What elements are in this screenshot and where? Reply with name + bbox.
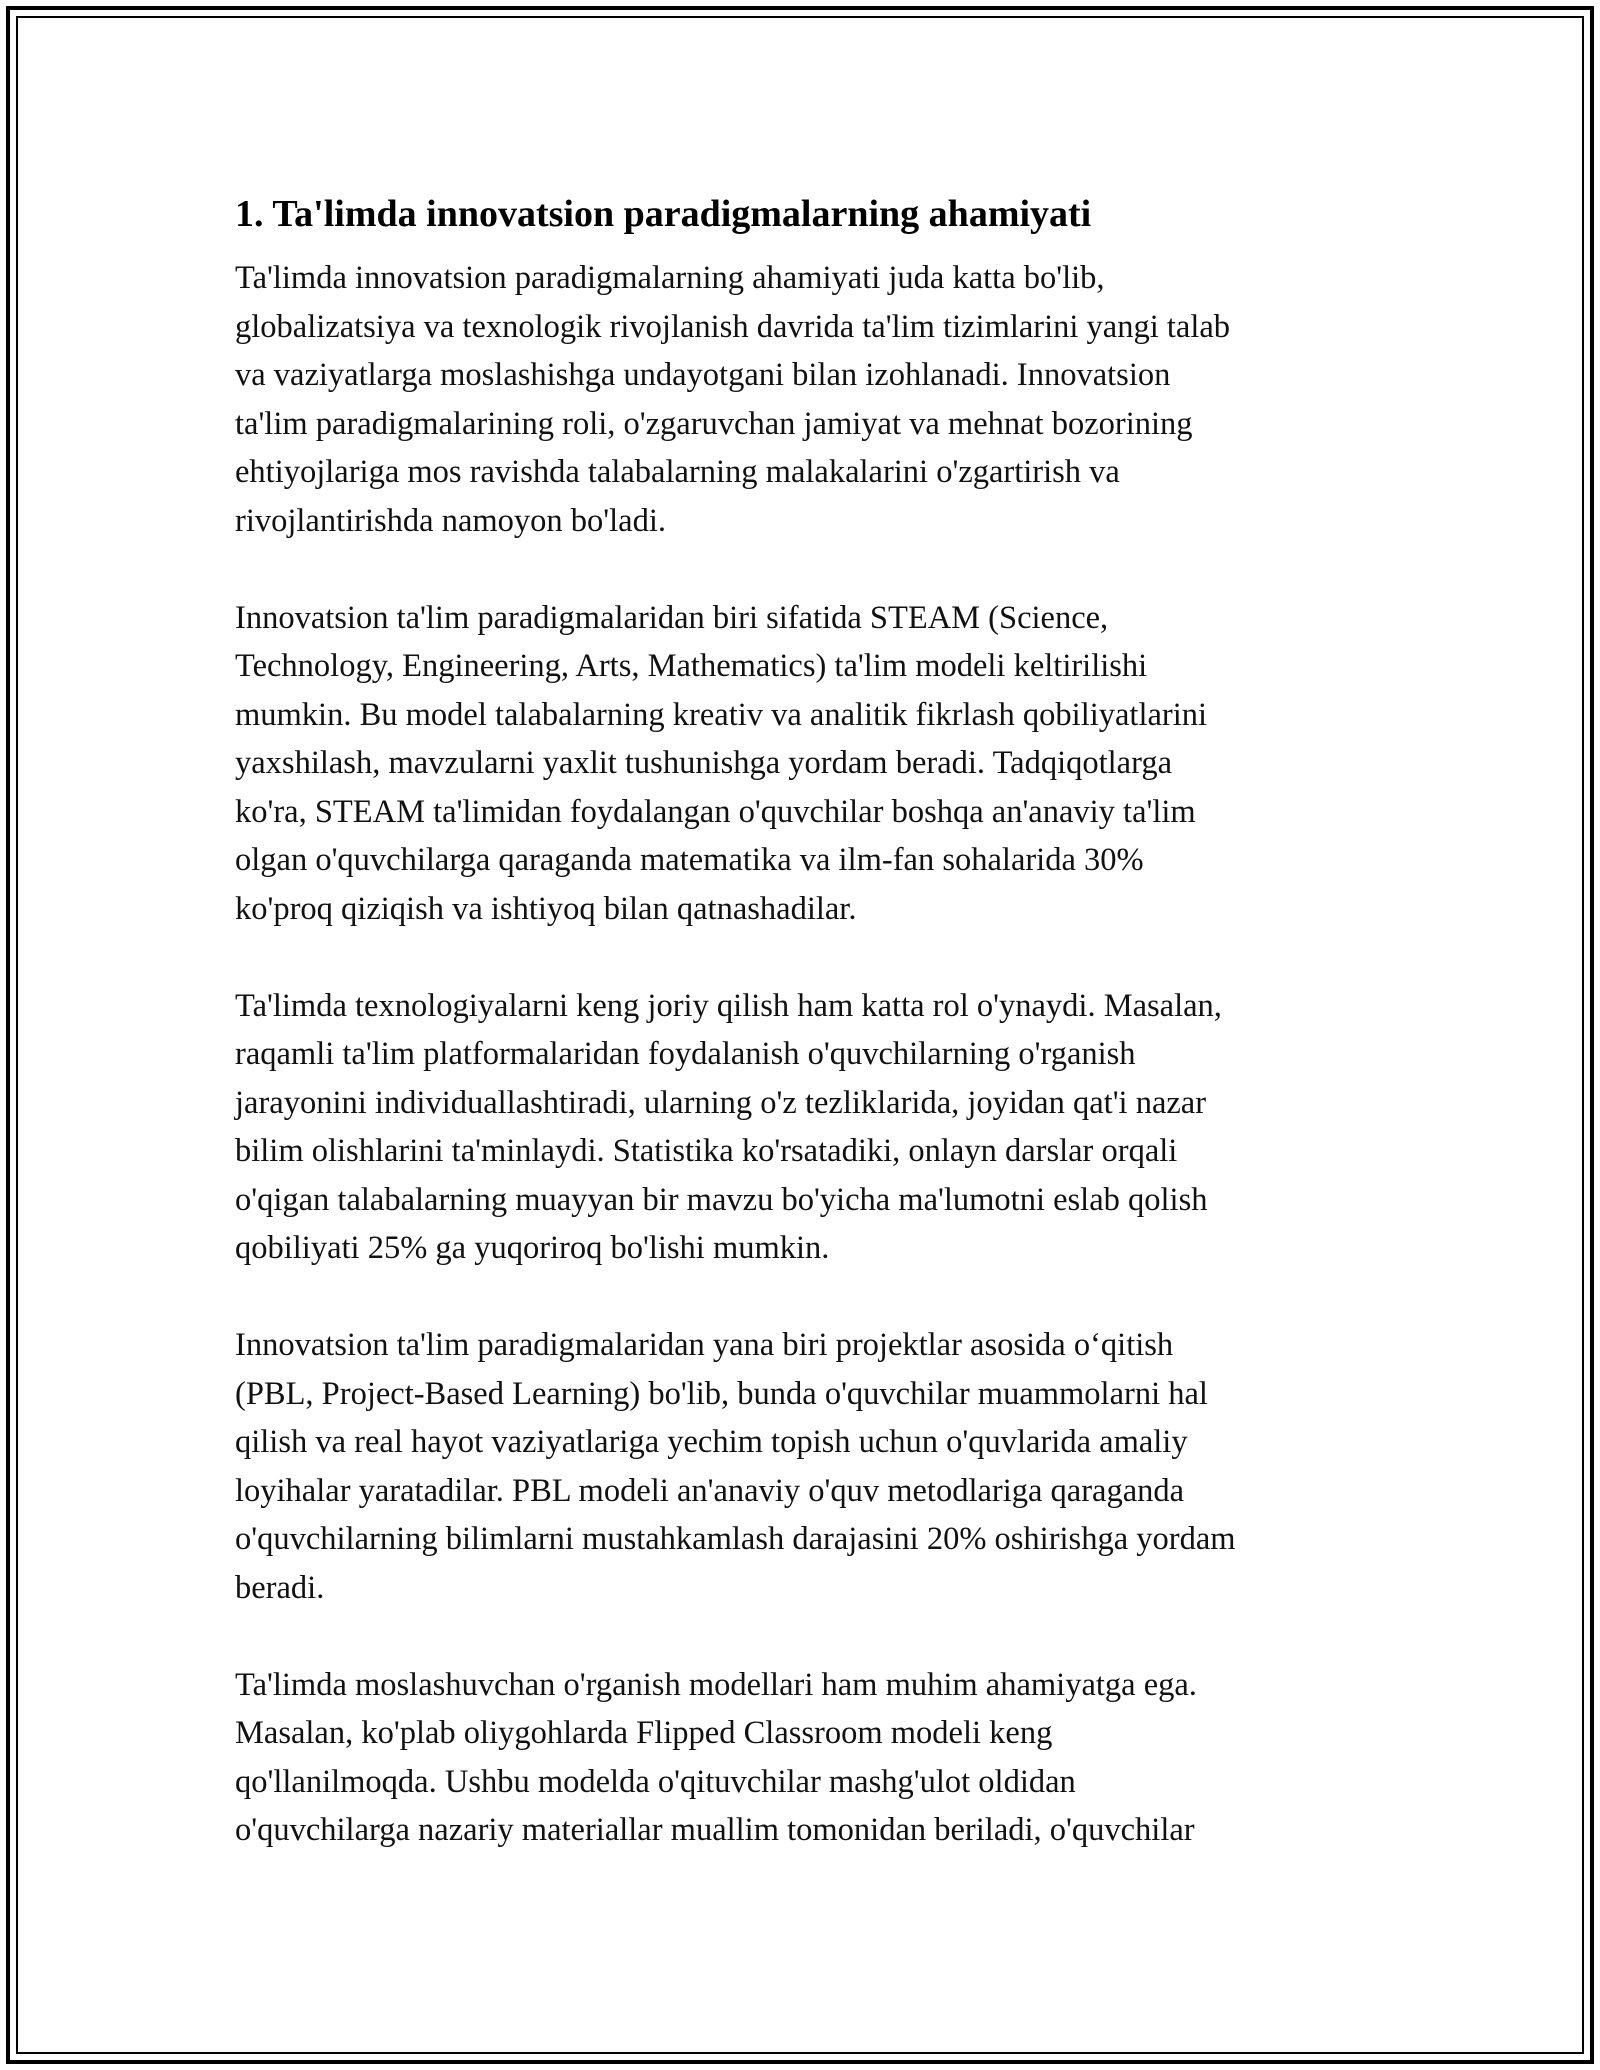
text-line: ko'ra, STEAM ta'limidan foydalangan o'quvchilar boshqa an'anaviy ta'lim [235,793,1196,830]
text-line: qo'llanilmoqda. Ushbu modelda o'qituvchilar mashg'ulot oldidan [235,1763,1076,1800]
paragraph-3 [235,982,1375,1273]
text-line: (PBL, Project-Based Learning) bo'lib, bunda o'quvchilar muammolarni hal [235,1375,1208,1412]
text-line: Ta'limda innovatsion paradigmalarning ahamiyati juda katta bo'lib, [235,260,1105,296]
document-body [235,186,1375,1903]
text-line: qilish va real hayot vaziyatlariga yechim topish uchun o'quvlarida amaliy [235,1424,1188,1460]
text-line: beradi. [235,1569,325,1606]
text-line: Ta'limda texnologiyalarni keng joriy qilish ham katta rol o'ynaydi. Masalan, [235,987,1222,1024]
text-line: bilim olishlarini ta'minlaydi. Statistika ko'rsatadiki, onlayn darslar orqali [235,1133,1178,1169]
text-line: ehtiyojlariga mos ravishda talabalarning malakalarini o'zgartirish va [235,454,1120,490]
text-line: ta'lim paradigmalarining roli, o'zgaruvchan jamiyat va mehnat bozorining [235,405,1193,442]
text-line: ko'proq qiziqish va ishtiyoq bilan qatnashadilar. [235,890,857,927]
text-line: va vaziyatlarga moslashishga undayotgani bilan izohlanadi. Innovatsion [235,357,1171,393]
section-heading: 1. Ta'limda innovatsion paradigmalarning ahamiyati [235,193,1092,235]
text-line: Innovatsion ta'lim paradigmalaridan yana biri projektlar asosida o‘qitish [235,1327,1174,1363]
text-line: loyihalar yaratadilar. PBL modeli an'anaviy o'quv metodlariga qaraganda [235,1472,1185,1509]
text-line: Innovatsion ta'lim paradigmalaridan biri sifatida STEAM (Science, [235,599,1109,636]
text-line: mumkin. Bu model talabalarning kreativ va analitik fikrlash qobiliyatlarini [235,696,1208,733]
text-line: o'quvchilarga nazariy materiallar muallim tomonidan beriladi, o'quvchilar [235,1812,1195,1848]
text-line: qobiliyati 25% ga yuqoriroq bo'lishi mumkin. [235,1230,830,1266]
paragraph-5 [235,1661,1375,1855]
paragraph-4 [235,1321,1375,1612]
text-line: Ta'limda moslashuvchan o'rganish modellari ham muhim ahamiyatga ega. [235,1666,1197,1703]
paragraph-2 [235,594,1375,934]
text-line: Masalan, ko'plab oliygohlarda Flipped Classroom modeli keng [235,1715,1053,1751]
text-line: globalizatsiya va texnologik rivojlanish davrida ta'lim tizimlarini yangi talab [235,308,1231,345]
text-line: rivojlantirishda namoyon bo'ladi. [235,502,666,539]
text-line: raqamli ta'lim platformalaridan foydalanish o'quvchilarning o'rganish [235,1036,1136,1072]
text-line: olgan o'quvchilarga qaraganda matematika va ilm-fan sohalarida 30% [235,842,1144,878]
text-line: o'quvchilarning bilimlarni mustahkamlash darajasini 20% oshirishga yordam [235,1521,1236,1557]
text-line: yaxshilash, mavzularni yaxlit tushunishga yordam beradi. Tadqiqotlarga [235,745,1173,781]
text-line: Technology, Engineering, Arts, Mathematics) ta'lim modeli keltirilishi [235,648,1148,684]
text-line: o'qigan talabalarning muayyan bir mavzu bo'yicha ma'lumotni eslab qolish [235,1181,1208,1218]
text-line: jarayonini individuallashtiradi, ularning o'z tezliklarida, joyidan qat'i nazar [235,1084,1207,1121]
paragraph-1 [235,254,1375,545]
